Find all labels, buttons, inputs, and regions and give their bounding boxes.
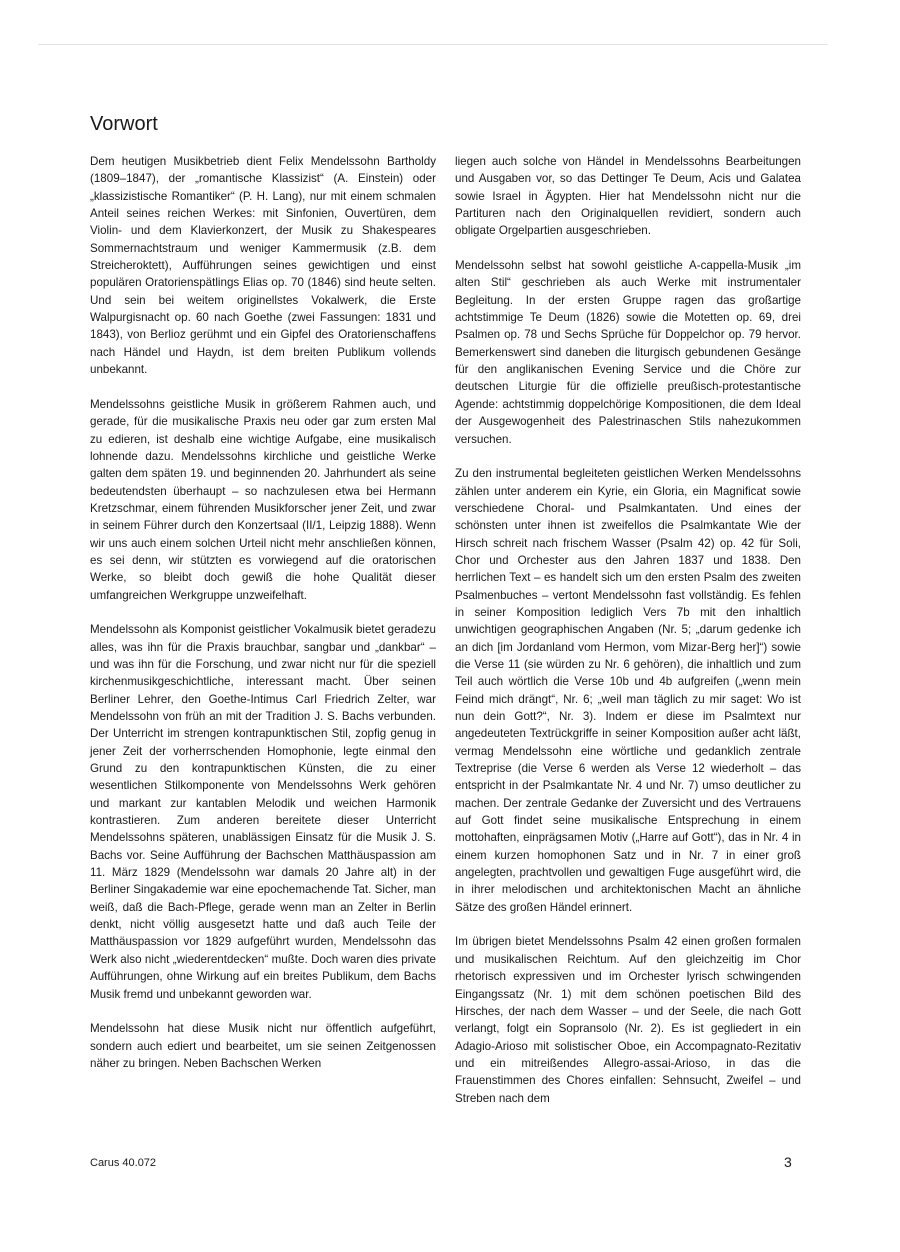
paragraph: liegen auch solche von Händel in Mendelssohns Bearbeitungen und Ausgaben vor, so das Dettinger Te Deum, Acis und Galatea sowie Israel in Ägypten. Hier hat Mendelssohn nicht nur die Partituren nach den Originalquellen revidiert, sondern auch obligate Orgelpartien ausgeschrieben.: [455, 155, 801, 238]
paragraph: Mendelssohn als Komponist geistlicher Vokalmusik bietet geradezu alles, was ihn für die Praxis brauchbar, sangbar und „dankbar“ – und was ihn für die Forschung, und zwar nicht nur für die speziell kirchenmusikgeschichtliche, interessant macht. Über seinen Berliner Lehrer, den Goethe-Intimus Carl Friedrich Zelter, war Mendelssohn von früh an mit der Tradition J. S. Bachs verbunden. Der Unterricht im strengen kontrapunktischen Stil, zopfig genug in jener Zeit der vorherrschenden Homophonie, legte einmal den Grund zu den kontrapunktischen Künsten, die zu einer wesentlichen Stilkomponente von Mendelssohns Werk gehören und markant zur kantablen Melodik und weichen Harmonik kontrastieren. Zum anderen bereitete dieser Unterricht Mendelssohns späteren, unablässigen Einsatz für die Musik J. S. Bachs vor. Seine Aufführung der Bachschen Matthäuspassion am 11. März 1829 (Mendelssohn war damals 20 Jahre alt) in der Berliner Singakademie war eine epochemachende Tat. Sicher, man weiß, daß die Bach-Pflege, gerade wenn man an Zelter in Berlin denkt, nicht völlig ausgesetzt hatte und daß auch Teile der Matthäuspassion vor 1829 aufgeführt wurden, Mendelssohn das Werk also nicht „wiederentdecken“ mußte. Doch waren dies private Aufführungen, ohne Wirkung auf ein breites Publikum, dem Bachs Musik fremd und unbekannt geworden war.: [90, 623, 436, 1001]
page-number: 3: [784, 1154, 792, 1170]
paragraph: Mendelssohn selbst hat sowohl geistliche A-cappella-Musik „im alten Stil“ geschrieben als auch Werke mit instrumentaler Begleitung. In der ersten Gruppe ragen das großartige achtstimmige Te Deum (1826) sowie die Motetten op. 69, drei Psalmen op. 78 und Sechs Sprüche für Doppelchor op. 79 hervor. Bemerkenswert sind daneben die liturgisch gebundenen Gesänge für den anglikanischen Evening Service und die Chöre zur deutschen Liturgie für die offizielle preußisch-protestantische Agende: achtstimmig doppelchörige Kompositionen, die dem Ideal der Ausgewogenheit des Palestrinaschen Stils nahezukommen versuchen.: [455, 259, 801, 446]
left-column: [90, 153, 436, 1072]
paragraph: Im übrigen bietet Mendelssohns Psalm 42 einen großen formalen und musikalischen Reichtum. Auf den gleichzeitig im Chor rhetorisch expressiven und im Orchester lyrisch schwingenden Eingangssatz (Nr. 1) mit dem schönen poetischen Bild des Hirsches, der nach dem Wasser – und der Seele, die nach Gott verlangt, folgt ein Sopransolo (Nr. 2). Es ist gegliedert in ein Adagio-Arioso mit solistischer Oboe, ein Accompagnato-Rezitativ und ein mitreißendes Allegro-assai-Arioso, in das die Frauenstimmen des Chores einfallen: Sehnsucht, Zweifel – und Streben nach dem: [455, 935, 801, 1105]
catalog-number: Carus 40.072: [90, 1157, 157, 1169]
right-column: [455, 153, 801, 1107]
page-title: Vorwort: [90, 113, 158, 135]
paragraph: Mendelssohns geistliche Musik in größerem Rahmen auch, und gerade, für die musikalische Praxis neu oder gar zum ersten Mal zu edieren, ist deshalb eine wichtige Aufgabe, eine musikalisch lohnende dazu. Mendelssohns kirchliche und geistliche Werke galten dem späten 19. und beginnenden 20. Jahrhundert als seine bedeutendsten überhaupt – so nachzulesen etwa bei Hermann Kretzschmar, einem führenden Musikforscher jener Zeit, und zwar in seinem Führer durch den Konzertsaal (II/1, Leipzig 1888). Wenn wir uns auch einem solchen Urteil nicht mehr anschließen können, es sei denn, wir stützten es vorwiegend auf die oratorischen Werke, so bleibt doch gewiß die hohe Qualität dieser umfangreichen Werkgruppe unzweifelhaft.: [90, 397, 436, 602]
paragraph: Zu den instrumental begleiteten geistlichen Werken Mendelssohns zählen unter anderem ein Kyrie, ein Gloria, ein Magnificat sowie verschiedene Choral- und Psalmkantaten. Und eines der schönsten unter ihnen ist zweifellos die Psalmkantate Wie der Hirsch schreit nach frischem Wasser (Psalm 42) op. 42 für Soli, Chor und Orchester aus den Jahren 1837 und 1838. Den herrlichen Text – es handelt sich um den ersten Psalm des zweiten Psalmenbuches – vertont Mendelssohn fast vollständig. Es fehlen in seiner Komposition lediglich Vers 7b mit den inhaltlich unwichtigen geographischen Angaben (Nr. 5; „darum gedenke ich an dich [im Jordanland vom Hermon, vom Mizar-Berg her]“) sowie die Verse 11 (sie würden zu Nr. 6 gehören), die inhaltlich und zum Teil auch wörtlich die Verse 10b und 4b aufgreifen („wenn mein Feind mich drängt“, Nr. 6; „weil man täglich zu mir saget: Wo ist nun dein Gott?“, Nr. 3). Indem er diese im Psalmtext nur angedeuteten Textrückgriffe in seiner Komposition außer acht läßt, vermag Mendelssohn eine wörtliche und gedanklich zentrale Textreprise (die Verse 6 werden als Verse 12 wiederholt – das entspricht in der Psalmkantate Nr. 4 und Nr. 7) umso deutlicher zu machen. Der zentrale Gedanke der Zuversicht und des Vertrauens auf Gott findet seine musikalische Entsprechung in einem mottohaften, einprägsamen Motiv („Harre auf Gott“), das in Nr. 4 in einem kurzen homophonen Satz und in Nr. 7 in einer groß angelegten, prachtvollen und gewaltigen Fuge ausgeführt wird, die in ihrer melodischen und architektonischen Macht an ähnliche Sätze des großen Händel erinnert.: [455, 467, 801, 914]
paragraph: Dem heutigen Musikbetrieb dient Felix Mendelssohn Bartholdy (1809–1847), der „romantische Klassizist“ (A. Einstein) oder „klassizistische Romantiker“ (P. H. Lang), nur mit einem schmalen Anteil seines reichen Werkes: mit Sinfonien, Ouvertüren, dem Violin- und dem Klavierkonzert, der Musik zu Shakespeares Sommernachtstraum und weniger Kammermusik (z.B. dem Streicheroktett), Aufführungen seines gewichtigen und einst populären Oratorienspätlings Elias op. 70 (1846) sind heute selten. Und sein bei weitem originellstes Vokalwerk, die Erste Walpurgisnacht op. 60 nach Goethe (zwei Fassungen: 1831 und 1843), von Berlioz gerühmt und ein Gipfel des Oratorienschaffens nach Händel und Haydn, ist dem breiten Publikum vollends unbekannt.: [90, 155, 436, 377]
header-divider: [38, 44, 828, 45]
paragraph: Mendelssohn hat diese Musik nicht nur öffentlich aufgeführt, sondern auch ediert und bearbeitet, um sie seinen Zeitgenossen näher zu bringen. Neben Bachschen Werken: [90, 1022, 436, 1070]
